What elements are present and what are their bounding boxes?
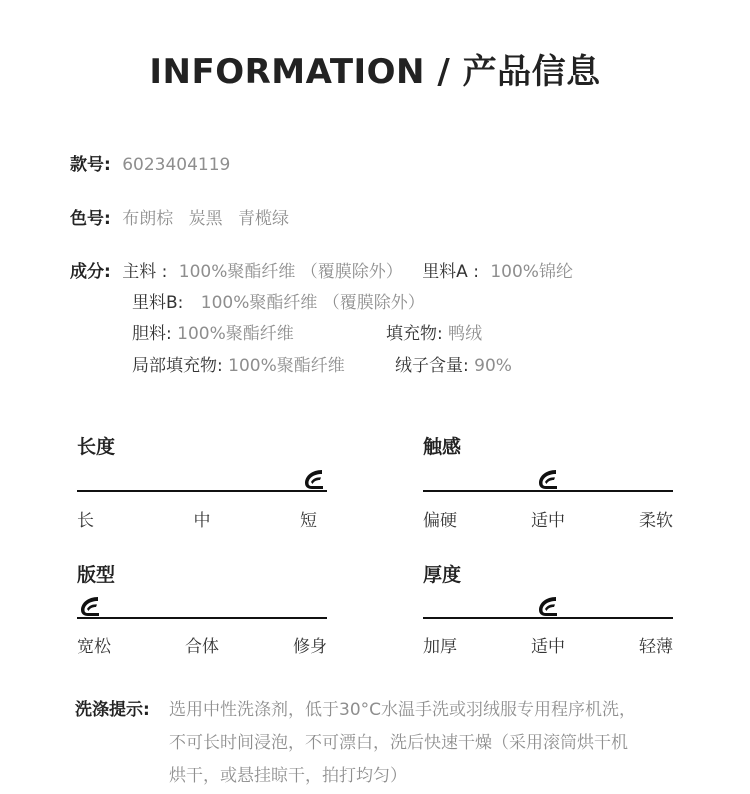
composition-label: 成分: bbox=[70, 262, 111, 282]
partial-filling-value: 100%聚酯纤维 bbox=[228, 356, 345, 376]
color-value: 炭黑 bbox=[188, 209, 223, 229]
rating-tick-label: 中 bbox=[193, 511, 211, 531]
filling-value: 鸭绒 bbox=[448, 324, 483, 344]
page-title: INFORMATION / 产品信息 bbox=[149, 52, 601, 92]
color-row bbox=[70, 204, 289, 229]
rating-tick-label: 适中 bbox=[531, 637, 565, 657]
rating-tick-label: 长 bbox=[77, 511, 94, 531]
rating-length bbox=[77, 432, 327, 532]
color-label: 色号: bbox=[70, 209, 111, 229]
style-number-row bbox=[70, 150, 230, 175]
care-label: 洗涤提示: bbox=[75, 700, 150, 720]
lining-a-value: 100%锦纶 bbox=[490, 262, 573, 282]
care-text-line: 选用中性洗涤剂，低于30°C水温手洗或羽绒服专用程序机洗， bbox=[169, 700, 637, 720]
filling-label: 填充物: bbox=[386, 324, 443, 344]
rating-tick-label: 加厚 bbox=[423, 637, 457, 657]
liner-value: 100%聚酯纤维 bbox=[177, 324, 294, 344]
composition-row-2 bbox=[132, 288, 425, 313]
rating-fit bbox=[77, 560, 327, 660]
rating-thickness bbox=[423, 560, 673, 660]
rating-tick-label: 柔软 bbox=[639, 511, 673, 531]
rating-track bbox=[77, 490, 327, 492]
main-material-label: 主料 : bbox=[122, 262, 168, 282]
lining-b-label: 里料B: bbox=[132, 293, 184, 313]
filling-row bbox=[386, 319, 482, 344]
care-text-line: 烘干，或悬挂晾干，拍打均匀） bbox=[169, 766, 407, 786]
composition-row-1 bbox=[70, 257, 573, 282]
lining-a-label: 里料A : bbox=[422, 262, 479, 282]
style-number-label: 款号: bbox=[70, 155, 111, 175]
liner-label: 胆料: bbox=[132, 324, 172, 344]
style-number-value: 6023404119 bbox=[122, 155, 231, 175]
rating-name: 版型 bbox=[77, 564, 116, 586]
rating-name: 厚度 bbox=[423, 564, 462, 586]
rating-tick-label: 短 bbox=[300, 511, 317, 531]
partial-filling-label: 局部填充物: bbox=[132, 356, 223, 376]
composition-row-4 bbox=[132, 351, 345, 376]
care-text-line: 不可长时间浸泡，不可漂白，洗后快速干燥（采用滚筒烘干机 bbox=[169, 733, 628, 753]
rating-tick-label: 修身 bbox=[293, 637, 327, 657]
leaf-logo-icon bbox=[535, 593, 561, 619]
leaf-logo-icon bbox=[535, 466, 561, 492]
color-value: 青榄绿 bbox=[238, 209, 290, 229]
rating-tick-label: 适中 bbox=[531, 511, 565, 531]
leaf-logo-icon bbox=[301, 466, 327, 492]
rating-tick-label: 偏硬 bbox=[423, 511, 457, 531]
leaf-logo-icon bbox=[77, 593, 103, 619]
down-content-value: 90% bbox=[474, 356, 512, 376]
rating-track bbox=[77, 617, 327, 619]
composition-row-3 bbox=[132, 319, 294, 344]
main-material-value: 100%聚酯纤维 （覆膜除外） bbox=[178, 262, 403, 282]
down-content-label: 绒子含量: bbox=[395, 356, 469, 376]
rating-name: 触感 bbox=[423, 436, 462, 458]
lining-b-value: 100%聚酯纤维 （覆膜除外） bbox=[200, 293, 425, 313]
rating-tick-label: 宽松 bbox=[77, 637, 111, 657]
rating-touch bbox=[423, 432, 673, 532]
rating-tick-label: 轻薄 bbox=[639, 637, 673, 657]
rating-tick-label: 合体 bbox=[185, 637, 219, 657]
color-value: 布朗棕 bbox=[122, 209, 174, 229]
down-content-row bbox=[395, 351, 512, 376]
rating-name: 长度 bbox=[77, 436, 116, 458]
